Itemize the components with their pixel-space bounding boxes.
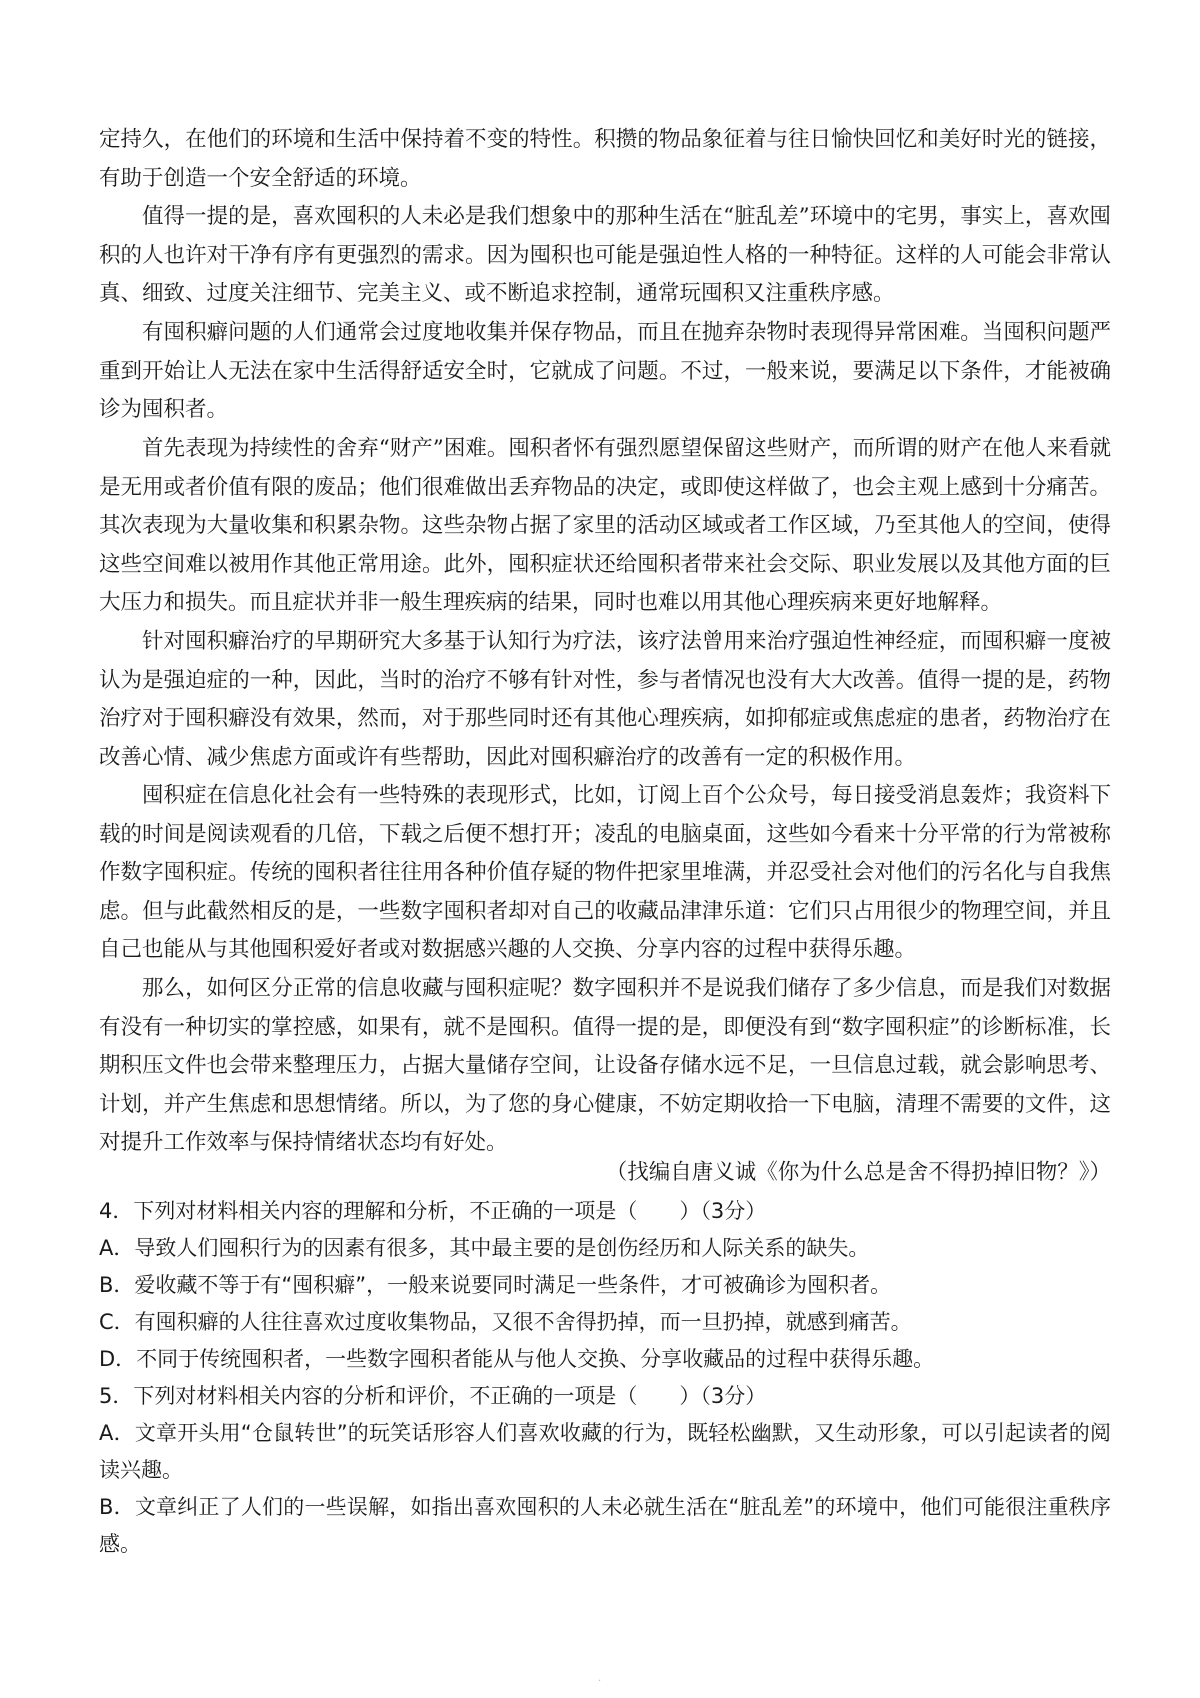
article-paragraph-7: 那么，如何区分正常的信息收藏与囤积症呢？数字囤积并不是说我们储存了多少信息，而是我们对数据有没有一种切实的掌控感，如果有，就不是囤积。值得一提的是，即便没有到“数字囤积症”的诊断标准，长期积压文件也会带来整理压力，占据大量储存空间，让设备存储水远不足，一旦信息过载，就会影响思考、计划，并产生焦虑和思想情绪。所以，为了您的身心健康，不妨定期收拾一下电脑，清理不需要的文件，这对提升工作效率与保持情绪状态均有好处。	[99, 976, 1111, 1156]
question-5-option-a: A．文章开头用“仓鼠转世”的玩笑话形容人们喜欢收藏的行为，既轻松幽默，又生动形象，可以引起读者的阅读兴趣。	[99, 1421, 1111, 1482]
article-paragraph-1: 定持久，在他们的环境和生活中保持着不变的特性。积攒的物品象征着与往日愉快回忆和美好时光的链接，有助于创造一个安全舒适的环境。	[99, 127, 1111, 191]
article-paragraph-2: 值得一提的是，喜欢囤积的人未必是我们想象中的那种生活在“脏乱差”环境中的宅男，事实上，喜欢囤积的人也许对干净有序有更强烈的需求。因为囤积也可能是强迫性人格的一种特征。这样的人可能会非常认真、细致、过度关注细节、完美主义、或不断追求控制，通常玩囤积又注重秩序感。	[99, 204, 1111, 307]
article-paragraph-4: 首先表现为持续性的舍弃“财产”困难。囤积者怀有强烈愿望保留这些财产，而所谓的财产在他人来看就是无用或者价值有限的废品；他们很难做出丢弃物品的决定，或即使这样做了，也会主观上感到十分痛苦。其次表现为大量收集和积累杂物。这些杂物占据了家里的活动区域或者工作区域，乃至其他人的空间，使得这些空间难以被用作其他正常用途。此外，囤积症状还给囤积者带来社会交际、职业发展以及其他方面的巨大压力和损失。而且症状并非一般生理疾病的结果，同时也难以用其他心理疾病来更好地解释。	[99, 436, 1111, 616]
question-4-option-a: A．导致人们囤积行为的因素有很多，其中最主要的是创伤经历和人际关系的缺失。	[99, 1236, 870, 1260]
question-4-option-c: C．有囤积癖的人往往喜欢过度收集物品，又很不舍得扔掉，而一旦扔掉，就感到痛苦。	[99, 1310, 912, 1334]
article-source: （找编自唐义诚《你为什么总是舍不得扔掉旧物？》）	[605, 1160, 1111, 1185]
question-5-option-b: B．文章纠正了人们的一些误解，如指出喜欢囤积的人未必就生活在“脏乱差”的环境中，他们可能很注重秩序感。	[99, 1495, 1111, 1556]
question-4-option-b: B．爱收藏不等于有“囤积癖”，一般来说要同时满足一些条件，才可被确诊为囤积者。	[99, 1273, 892, 1297]
question-4-option-d: D．不同于传统囤积者，一些数字囤积者能从与他人交换、分享收藏品的过程中获得乐趣。	[99, 1347, 935, 1371]
footer-mark: ·	[598, 1676, 602, 1687]
question-4-stem: 4．下列对材料相关内容的理解和分析，不正确的一项是（ ）（3分）	[99, 1199, 767, 1223]
article-paragraph-6: 囤积症在信息化社会有一些特殊的表现形式，比如，订阅上百个公众号，每日接受消息轰炸；我资料下载的时间是阅读观看的几倍，下载之后便不想打开；凌乱的电脑桌面，这些如今看来十分平常的行为常被称作数字囤积症。传统的囤积者往往用各种价值存疑的物件把家里堆满，并忍受社会对他们的污名化与自我焦虑。但与此截然相反的是，一些数字囤积者却对自己的收藏品津津乐道：它们只占用很少的物理空间，并且自己也能从与其他囤积爱好者或对数据感兴趣的人交换、分享内容的过程中获得乐趣。	[99, 783, 1111, 963]
article-paragraph-3: 有囤积癖问题的人们通常会过度地收集并保存物品，而且在抛弃杂物时表现得异常困难。当囤积问题严重到开始让人无法在家中生活得舒适安全时，它就成了问题。不过，一般来说，要满足以下条件，才能被确诊为囤积者。	[99, 320, 1111, 423]
question-5-stem: 5．下列对材料相关内容的分析和评价，不正确的一项是（ ）（3分）	[99, 1384, 767, 1408]
article-paragraph-5: 针对囤积癖治疗的早期研究大多基于认知行为疗法，该疗法曾用来治疗强迫性神经症，而囤积癖一度被认为是强迫症的一种，因此，当时的治疗不够有针对性，参与者情况也没有大大改善。值得一提的是，药物治疗对于囤积癖没有效果，然而，对于那些同时还有其他心理疾病，如抑郁症或焦虑症的患者，药物治疗在改善心情、减少焦虑方面或许有些帮助，因此对囤积癖治疗的改善有一定的积极作用。	[99, 629, 1111, 770]
